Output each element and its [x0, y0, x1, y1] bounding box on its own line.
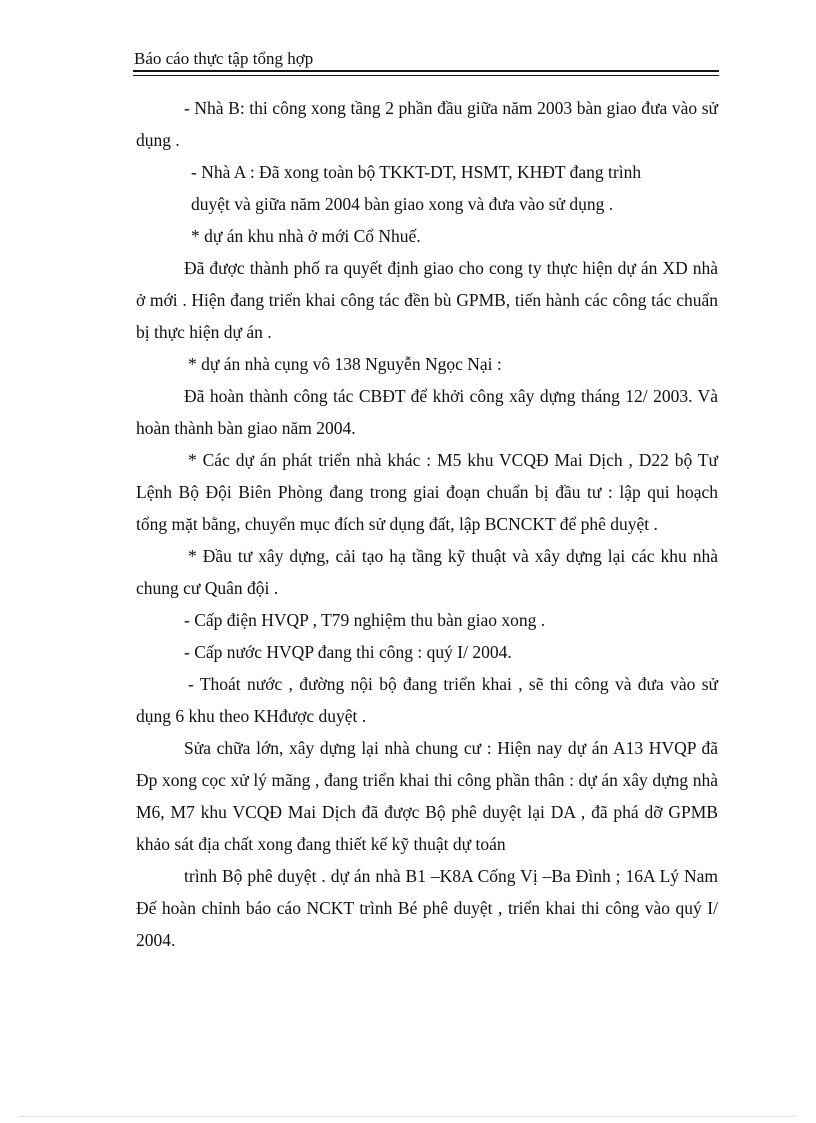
paragraph-other-projects: * Các dự án phát triển nhà khác : M5 khu VCQĐ Mai Dịch , D22 bộ Tư Lệnh Bộ Đội Biên Phòng đang trong giai đoạn chuẩn bị đầu tư : lập qui hoạch tổng mặt bằng, chuyển mục đích sử dụng đất, lập BCNCKT để phê duyệt .	[136, 450, 718, 534]
heading-nguyen-ngoc-nai: * dự án nhà cụng vô 138 Nguyễn Ngọc Nại :	[188, 354, 502, 374]
paragraph-repair: Sửa chữa lớn, xây dựng lại nhà chung cư : Hiện nay dự án A13 HVQP đã Đp xong cọc xử lý mãng , đang triển khai thi công phần thân : dự án xây dựng nhà M6, M7 khu VCQĐ Mai Dịch đã được Bộ phê duyệt lại DA , đã phá dỡ GPMB khảo sát địa chất xong đang thiết kế kỹ thuật dự toán	[136, 738, 718, 854]
paragraph-nha-b: - Nhà B: thi công xong tầng 2 phần đầu giữa năm 2003 bàn giao đưa vào sử dụng .	[136, 98, 718, 150]
header-rule-thick	[133, 70, 719, 72]
page-header-title: Báo cáo thực tập tổng hợp	[134, 49, 314, 68]
document-body	[136, 92, 718, 956]
paragraph-nha-a-cont: duyệt và giữa năm 2004 bàn giao xong và đưa vào sử dụng .	[191, 194, 614, 214]
paragraph-nha-a: - Nhà A : Đã xong toàn bộ TKKT-DT, HSMT, KHĐT đang trình	[191, 162, 642, 182]
paragraph-water: - Cấp nước HVQP đang thi công : quý I/ 2004.	[184, 642, 512, 662]
paragraph-co-nhue: Đã được thành phố ra quyết định giao cho cong ty thực hiện dự án XD nhà ở mới . Hiện đang triển khai công tác đền bù GPMB, tiến hành các công tác chuẩn bị thực hiện dự án .	[136, 258, 718, 342]
paragraph-power: - Cấp điện HVQP , T79 nghiệm thu bàn giao xong .	[184, 610, 546, 630]
paragraph-drainage: - Thoát nước , đường nội bộ đang triển khai , sẽ thi công và đưa vào sử dụng 6 khu theo KHđược duyệt .	[136, 674, 718, 726]
header-rule-thin	[133, 75, 719, 76]
paragraph-infrastructure: * Đầu tư xây dựng, cải tạo hạ tầng kỹ thuật và xây dựng lại các khu nhà chung cư Quân đội .	[136, 546, 718, 598]
heading-co-nhue: * dự án khu nhà ở mới Cổ Nhuế.	[191, 226, 421, 246]
paragraph-nguyen-ngoc-nai: Đã hoàn thành công tác CBĐT để khởi công xây dựng tháng 12/ 2003. Và hoàn thành bàn giao năm 2004.	[136, 386, 718, 438]
paragraph-approval: trình Bộ phê duyệt . dự án nhà B1 –K8A Cống Vị –Ba Đình ; 16A Lý Nam Đế hoàn chỉnh báo cáo NCKT trình Bé phê duyệt , triển khai thi công vào quý I/ 2004.	[136, 866, 718, 950]
footer-dotted-line	[20, 1116, 796, 1117]
